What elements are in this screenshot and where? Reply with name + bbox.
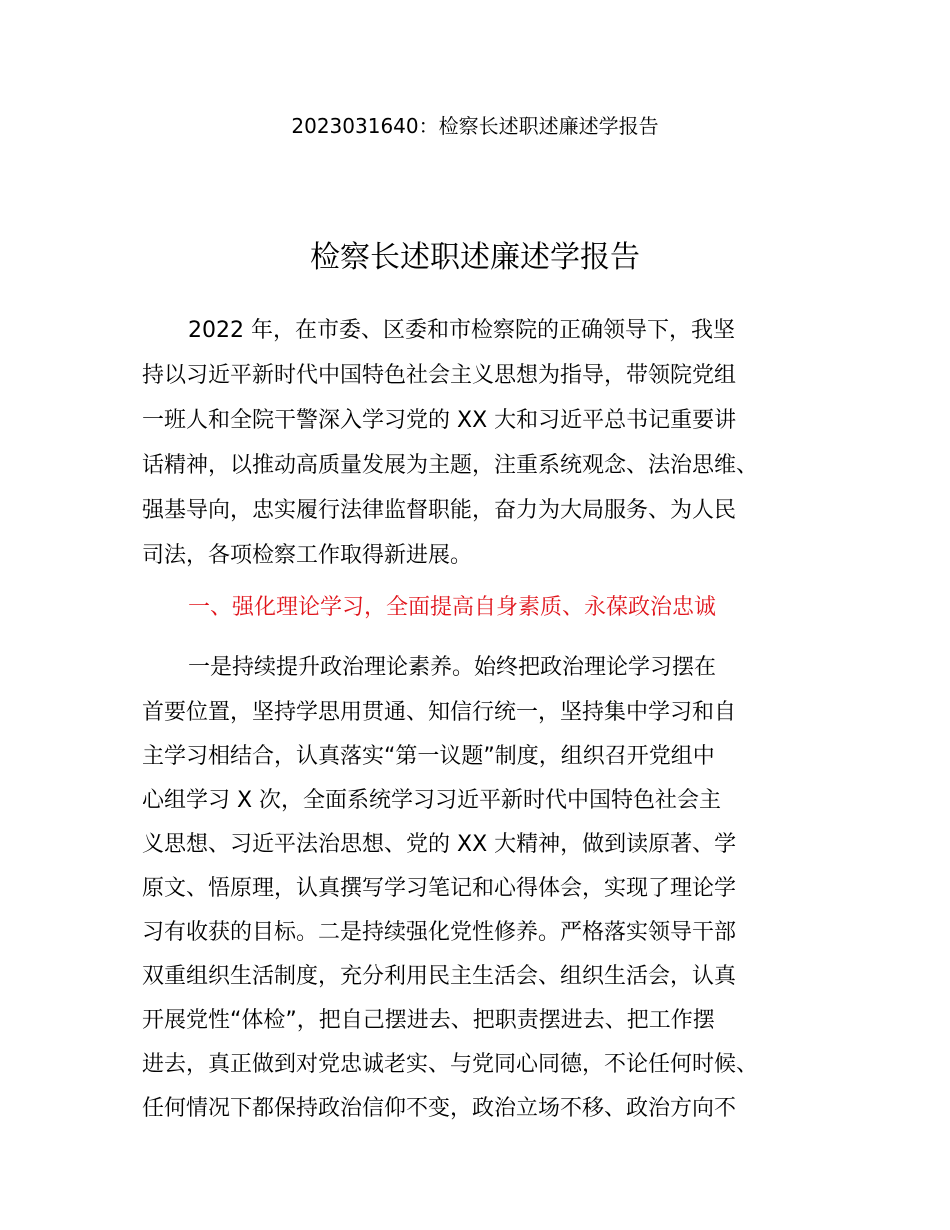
body-line: 双重组织生活制度，充分利用民主生活会、组织生活会，认真 — [142, 964, 737, 989]
intro-line: 话精神，以推动高质量发展为主题，注重系统观念、法治思维、 — [142, 453, 759, 478]
body-line: 首要位置，坚持学思用贯通、知信行统一，坚持集中学习和自 — [142, 700, 737, 725]
body-line: 习有收获的目标。二是持续强化党性修养。严格落实领导干部 — [142, 920, 737, 945]
document-title: 检察长述职述廉述学报告 — [310, 240, 640, 275]
body-line: 进去，真正做到对党忠诚老实、与党同心同德，不论任何时候、 — [142, 1052, 759, 1077]
body-line: 任何情况下都保持政治信仰不变，政治立场不移、政治方向不 — [142, 1096, 737, 1121]
body-line: 原文、悟原理，认真撰写学习笔记和心得体会，实现了理论学 — [142, 876, 737, 901]
intro-line: 强基导向，忠实履行法律监督职能，奋力为大局服务、为人民 — [142, 498, 737, 523]
intro-line: 司法，各项检察工作取得新进展。 — [142, 543, 473, 568]
intro-line: 持以习近平新时代中国特色社会主义思想为指导，带领院党组 — [142, 363, 737, 388]
body-line: 义思想、习近平法治思想、党的 XX 大精神，做到读原著、学 — [142, 832, 737, 857]
body-line: 主学习相结合，认真落实“第一议题”制度，组织召开党组中 — [142, 744, 715, 769]
body-line: 一是持续提升政治理论素养。始终把政治理论学习摆在 — [188, 655, 717, 680]
intro-line: 一班人和全院干警深入学习党的 XX 大和习近平总书记重要讲 — [142, 408, 737, 433]
body-line: 开展党性“体检”，把自己摆进去、把职责摆进去、把工作摆 — [142, 1008, 715, 1033]
body-line: 心组学习 X 次，全面系统学习习近平新时代中国特色社会主 — [142, 788, 722, 813]
document-header: 2023031640：检察长述职述廉述学报告 — [291, 114, 659, 138]
intro-line: 2022 年，在市委、区委和市检察院的正确领导下，我坚 — [188, 318, 735, 343]
section-heading: 一、强化理论学习，全面提高自身素质、永葆政治忠诚 — [188, 595, 717, 620]
